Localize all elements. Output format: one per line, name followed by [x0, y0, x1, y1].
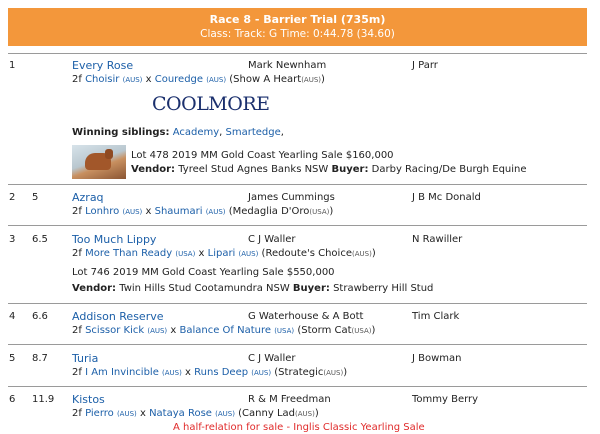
pedigree-line — [72, 325, 375, 336]
dam-country: (AUS) — [215, 410, 235, 418]
vendor-buyer — [72, 283, 433, 294]
trainer-name: Mark Newnham — [248, 60, 327, 71]
damsire-close: ) — [343, 367, 348, 378]
trainer-name: James Cummings — [248, 192, 335, 203]
sire-country: (AUS) — [122, 208, 143, 216]
dam-country: (AUS) — [238, 250, 259, 258]
dam-country: (USA) — [274, 327, 295, 335]
damsire: (Show A Heart — [229, 74, 302, 85]
horse-name-link[interactable]: Kistos — [72, 393, 105, 406]
sex-age: 2f — [72, 206, 82, 217]
sale-info: Lot 478 2019 MM Gold Coast Yearling Sale $160,000 — [131, 150, 394, 161]
horse-name-link[interactable]: Every Rose — [72, 59, 134, 72]
finish-position: 2 — [9, 192, 16, 203]
race-subtitle: Class: Track: G Time: 0:44.78 (34.60) — [200, 28, 395, 40]
coolmore-logo[interactable]: COOLMORE — [152, 93, 270, 115]
odds: 6.6 — [32, 311, 48, 322]
sire-country: (AUS) — [147, 327, 168, 335]
sire-link[interactable]: Choisir — [85, 74, 120, 85]
cross-symbol: x — [185, 367, 191, 378]
pedigree-line — [72, 248, 376, 259]
damsire-close: ) — [329, 206, 334, 217]
buyer-name: Darby Racing/De Burgh Equine — [371, 164, 527, 175]
cross-symbol: x — [170, 325, 177, 336]
damsire-country: (AUS) — [301, 76, 322, 84]
sire-link[interactable]: Lonhro — [85, 206, 120, 217]
finish-position: 1 — [9, 60, 16, 71]
vendor-label: Vendor: — [131, 164, 176, 175]
row-divider — [8, 303, 587, 304]
dam-link[interactable]: Nataya Rose — [149, 408, 212, 419]
damsire-close: ) — [371, 248, 376, 259]
damsire-country: (AUS) — [295, 410, 315, 418]
sibling-link-smartedge[interactable]: Smartedge — [225, 127, 281, 138]
damsire: (Storm Cat — [297, 325, 352, 336]
damsire-country: (AUS) — [351, 250, 372, 258]
cross-symbol: x — [145, 74, 152, 85]
horse-name-link[interactable]: Addison Reserve — [72, 310, 164, 323]
horse-photo-icon[interactable] — [72, 145, 126, 179]
vendor-name: Tyreel Stud Agnes Banks NSW — [178, 164, 329, 175]
winning-siblings: Winning siblings: Academy, Smartedge, — [72, 127, 284, 138]
buyer-name: Strawberry Hill Stud — [333, 283, 434, 294]
cross-symbol: x — [139, 408, 146, 419]
jockey-name: Tommy Berry — [412, 394, 479, 405]
sex-age: 2f — [72, 408, 82, 419]
sire-country: (AUS) — [116, 410, 137, 418]
buyer-label: Buyer: — [292, 283, 330, 294]
finish-position: 4 — [9, 311, 16, 322]
dam-link[interactable]: Shaumari — [154, 206, 203, 217]
dam-country: (AUS) — [251, 369, 272, 377]
finish-position: 6 — [9, 394, 16, 405]
horse-name-link[interactable]: Azraq — [72, 191, 104, 204]
trainer-name: C J Waller — [248, 353, 296, 364]
cross-symbol: x — [198, 248, 205, 259]
damsire-close: ) — [321, 74, 325, 85]
dam-link[interactable]: Couredge — [154, 74, 204, 85]
damsire-country: (USA) — [309, 208, 330, 216]
race-title: Race 8 - Barrier Trial (735m) — [209, 13, 386, 26]
jockey-name: J Parr — [412, 60, 438, 71]
jockey-name: Tim Clark — [412, 311, 460, 322]
trainer-name: R & M Freedman — [248, 394, 331, 405]
vendor-buyer — [131, 164, 527, 175]
horse-name-link[interactable]: Too Much Lippy — [72, 233, 157, 246]
damsire-close: ) — [314, 408, 319, 419]
sale-info: Lot 746 2019 MM Gold Coast Yearling Sale $550,000 — [72, 267, 335, 278]
vendor-label: Vendor: — [72, 283, 117, 294]
damsire: (Canny Lad — [238, 408, 295, 419]
finish-position: 5 — [9, 353, 16, 364]
sex-age: 2f — [72, 325, 82, 336]
damsire-country: (USA) — [351, 327, 372, 335]
sire-link[interactable]: Pierro — [85, 408, 114, 419]
sire-country: (USA) — [175, 250, 196, 258]
jockey-name: N Rawiller — [412, 234, 463, 245]
row-divider — [8, 225, 587, 226]
sire-link[interactable]: Scissor Kick — [85, 325, 145, 336]
dam-country: (AUS) — [206, 76, 227, 84]
sire-country: (AUS) — [122, 76, 143, 84]
row-divider — [8, 344, 587, 345]
odds: 5 — [32, 192, 39, 203]
cross-symbol: x — [145, 206, 152, 217]
row-divider — [8, 184, 587, 185]
sibling-link-academy[interactable]: Academy — [172, 127, 220, 138]
pedigree-line — [72, 408, 319, 419]
trainer-name: G Waterhouse & A Bott — [248, 311, 364, 322]
damsire: (Strategic — [274, 367, 324, 378]
race-header — [8, 8, 587, 46]
finish-position: 3 — [9, 234, 16, 245]
sire-country: (AUS) — [162, 369, 182, 377]
pedigree-line — [72, 74, 325, 85]
sex-age: 2f — [72, 74, 82, 85]
damsire-country: (AUS) — [323, 369, 344, 377]
dam-country: (AUS) — [205, 208, 226, 216]
sire-link[interactable]: I Am Invincible — [85, 367, 159, 378]
sale-note-link[interactable]: A half-relation for sale - Inglis Classic Yearling Sale — [173, 422, 425, 433]
buyer-label: Buyer: — [331, 164, 369, 175]
trainer-name: C J Waller — [248, 234, 296, 245]
sire-link[interactable]: More Than Ready — [85, 248, 173, 259]
row-divider — [8, 386, 587, 387]
sex-age: 2f — [72, 248, 82, 259]
pedigree-line — [72, 206, 333, 217]
jockey-name: J Bowman — [412, 353, 462, 364]
dam-link[interactable]: Runs Deep — [194, 367, 249, 378]
odds: 6.5 — [32, 234, 48, 245]
dam-link[interactable]: Lipari — [207, 248, 236, 259]
damsire-close: ) — [371, 325, 376, 336]
damsire: (Medaglia D'Oro — [228, 206, 310, 217]
row-divider — [8, 53, 587, 54]
jockey-name: J B Mc Donald — [412, 192, 481, 203]
horse-name-link[interactable]: Turia — [72, 352, 99, 365]
odds: 11.9 — [32, 394, 55, 405]
vendor-name: Twin Hills Stud Cootamundra NSW — [119, 283, 290, 294]
pedigree-line — [72, 367, 347, 378]
dam-link[interactable]: Balance Of Nature — [179, 325, 272, 336]
sex-age: 2f — [72, 367, 82, 378]
damsire: (Redoute's Choice — [261, 248, 352, 259]
siblings-label: Winning siblings: — [72, 127, 170, 138]
odds: 8.7 — [32, 353, 48, 364]
